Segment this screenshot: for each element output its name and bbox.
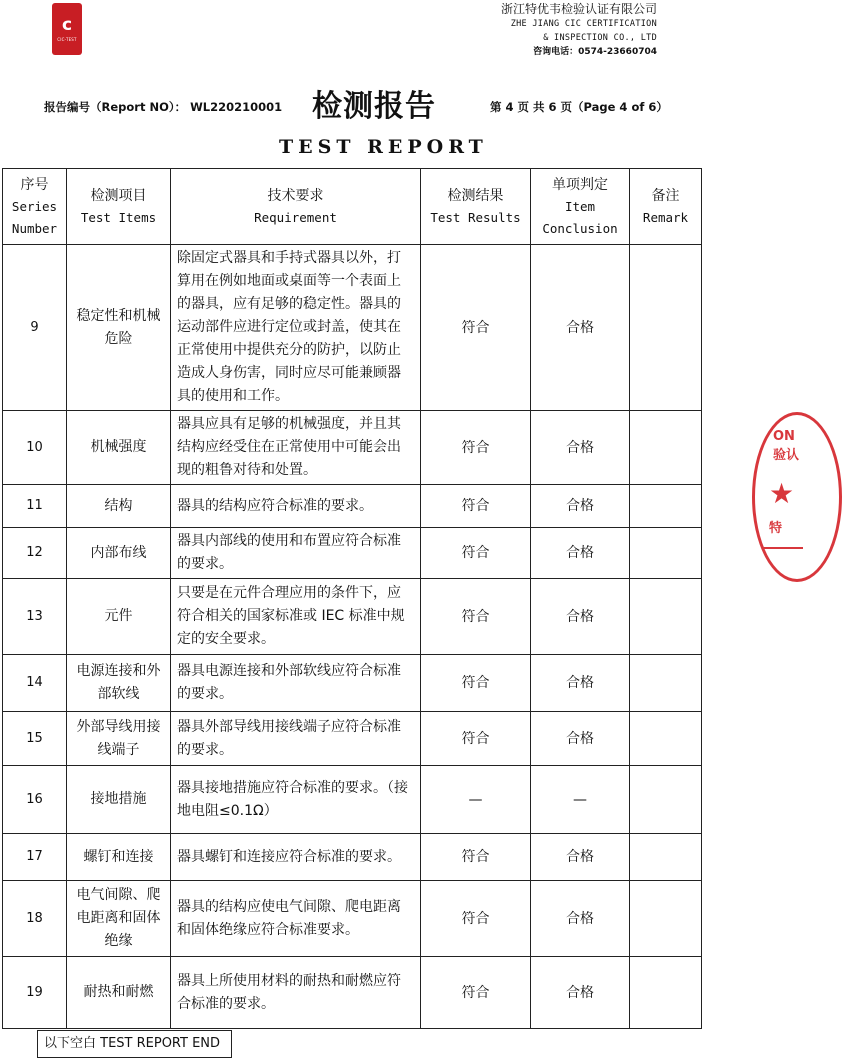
row-number: 19 — [3, 957, 67, 1029]
table-row — [3, 881, 702, 957]
row-result: 符合 — [421, 528, 531, 579]
row-result: 符合 — [421, 957, 531, 1029]
row-number: 15 — [3, 712, 67, 766]
row-result: 符合 — [421, 411, 531, 485]
row-conclusion: 合格 — [531, 411, 630, 485]
star-icon: ★ — [769, 477, 795, 510]
table-row — [3, 485, 702, 528]
row-requirement: 器具接地措施应符合标准的要求。（接地电阻≤0.1Ω） — [171, 766, 421, 834]
row-remark — [630, 655, 702, 712]
row-requirement: 器具的结构应使电气间隙、爬电距离和固体绝缘应符合标准要求。 — [171, 881, 421, 957]
row-conclusion: 合格 — [531, 579, 630, 655]
table-row — [3, 712, 702, 766]
logo-subtext: CIC-TEST — [57, 37, 77, 42]
test-results-table — [2, 168, 702, 1029]
header-series-number: 序号 Series Number — [3, 169, 67, 245]
row-result: 符合 — [421, 655, 531, 712]
row-number: 16 — [3, 766, 67, 834]
row-result: 符合 — [421, 712, 531, 766]
header-remark: 备注 Remark — [630, 169, 702, 245]
row-remark — [630, 881, 702, 957]
document-title: 检测报告 — [312, 89, 436, 124]
table-header-row — [3, 169, 702, 245]
row-number: 9 — [3, 245, 67, 411]
row-result: 符合 — [421, 834, 531, 881]
document-subtitle: TEST REPORT — [279, 136, 488, 158]
row-test-item: 外部导线用接线端子 — [67, 712, 171, 766]
header-test-results: 检测结果 Test Results — [421, 169, 531, 245]
row-test-item: 耐热和耐燃 — [67, 957, 171, 1029]
seal-line — [763, 547, 803, 549]
row-remark — [630, 411, 702, 485]
table-row — [3, 655, 702, 712]
row-remark — [630, 712, 702, 766]
row-test-item: 结构 — [67, 485, 171, 528]
row-conclusion: 合格 — [531, 881, 630, 957]
page-indicator: 第 4 页 共 6 页（Page 4 of 6） — [490, 100, 668, 114]
company-name-cn: 浙江特优韦检验认证有限公司 — [500, 2, 657, 16]
report-number: 报告编号（Report NO）： WL220210001 — [44, 100, 283, 114]
row-test-item: 元件 — [67, 579, 171, 655]
row-result: — — [421, 766, 531, 834]
row-remark — [630, 766, 702, 834]
row-conclusion: 合格 — [531, 712, 630, 766]
header-item-conclusion: 单项判定 Item Conclusion — [531, 169, 630, 245]
row-result: 符合 — [421, 245, 531, 411]
row-test-item: 接地措施 — [67, 766, 171, 834]
row-requirement: 器具外部导线用接线端子应符合标准的要求。 — [171, 712, 421, 766]
company-info — [501, 2, 657, 59]
row-conclusion: 合格 — [531, 957, 630, 1029]
row-test-item: 螺钉和连接 — [67, 834, 171, 881]
company-name-en-line2: & INSPECTION CO., LTD — [543, 33, 657, 43]
table-row — [3, 411, 702, 485]
row-conclusion: 合格 — [531, 485, 630, 528]
row-test-item: 电源连接和外部软线 — [67, 655, 171, 712]
row-conclusion: 合格 — [531, 834, 630, 881]
table-row — [3, 245, 702, 411]
row-conclusion: 合格 — [531, 655, 630, 712]
row-remark — [630, 834, 702, 881]
header-requirement: 技术要求 Requirement — [171, 169, 421, 245]
row-remark — [630, 957, 702, 1029]
table-row — [3, 766, 702, 834]
row-test-item: 机械强度 — [67, 411, 171, 485]
row-conclusion: 合格 — [531, 528, 630, 579]
row-requirement: 器具电源连接和外部软线应符合标准的要求。 — [171, 655, 421, 712]
table-row — [3, 528, 702, 579]
row-remark — [630, 245, 702, 411]
row-result: 符合 — [421, 881, 531, 957]
row-conclusion: — — [531, 766, 630, 834]
row-number: 18 — [3, 881, 67, 957]
row-test-item: 稳定性和机械危险 — [67, 245, 171, 411]
row-remark — [630, 579, 702, 655]
table-row — [3, 579, 702, 655]
row-number: 14 — [3, 655, 67, 712]
row-requirement: 除固定式器具和手持式器具以外，打算用在例如地面或桌面等一个表面上的器具，应有足够的稳定性。器具的运动部件应进行定位或封盖，使其在正常使用中提供充分的防护，以防止造成人身伤害，同时应尽可能兼顾器具的使用和工作。 — [171, 245, 421, 411]
seal-text-top: ON 验认 — [773, 429, 800, 463]
row-requirement: 器具应具有足够的机械强度，并且其结构应经受住在正常使用中可能会出现的粗鲁对待和处置。 — [171, 411, 421, 485]
row-number: 12 — [3, 528, 67, 579]
header-test-items: 检测项目 Test Items — [67, 169, 171, 245]
row-requirement: 器具内部线的使用和布置应符合标准的要求。 — [171, 528, 421, 579]
row-result: 符合 — [421, 579, 531, 655]
table-row — [3, 957, 702, 1029]
row-requirement: 器具上所使用材料的耐热和耐燃应符合标准的要求。 — [171, 957, 421, 1029]
row-requirement: 只要是在元件合理应用的条件下，应符合相关的国家标准或 IEC 标准中规定的安全要求。 — [171, 579, 421, 655]
row-requirement: 器具螺钉和连接应符合标准的要求。 — [171, 834, 421, 881]
table-row — [3, 834, 702, 881]
report-end-marker: 以下空白 TEST REPORT END — [37, 1030, 232, 1058]
company-logo — [52, 3, 82, 55]
row-remark — [630, 485, 702, 528]
row-test-item: 内部布线 — [67, 528, 171, 579]
row-number: 11 — [3, 485, 67, 528]
company-phone: 咨询电话：0574-23660704 — [533, 47, 657, 57]
row-requirement: 器具的结构应符合标准的要求。 — [171, 485, 421, 528]
company-name-en-line1: ZHE JIANG CIC CERTIFICATION — [510, 19, 657, 29]
row-number: 10 — [3, 411, 67, 485]
row-number: 13 — [3, 579, 67, 655]
row-result: 符合 — [421, 485, 531, 528]
logo-mark: c — [61, 15, 73, 35]
row-remark — [630, 528, 702, 579]
row-conclusion: 合格 — [531, 245, 630, 411]
seal-text-bottom: 特 — [769, 521, 783, 536]
row-number: 17 — [3, 834, 67, 881]
row-test-item: 电气间隙、爬电距离和固体绝缘 — [67, 881, 171, 957]
official-seal-stamp — [752, 412, 842, 582]
